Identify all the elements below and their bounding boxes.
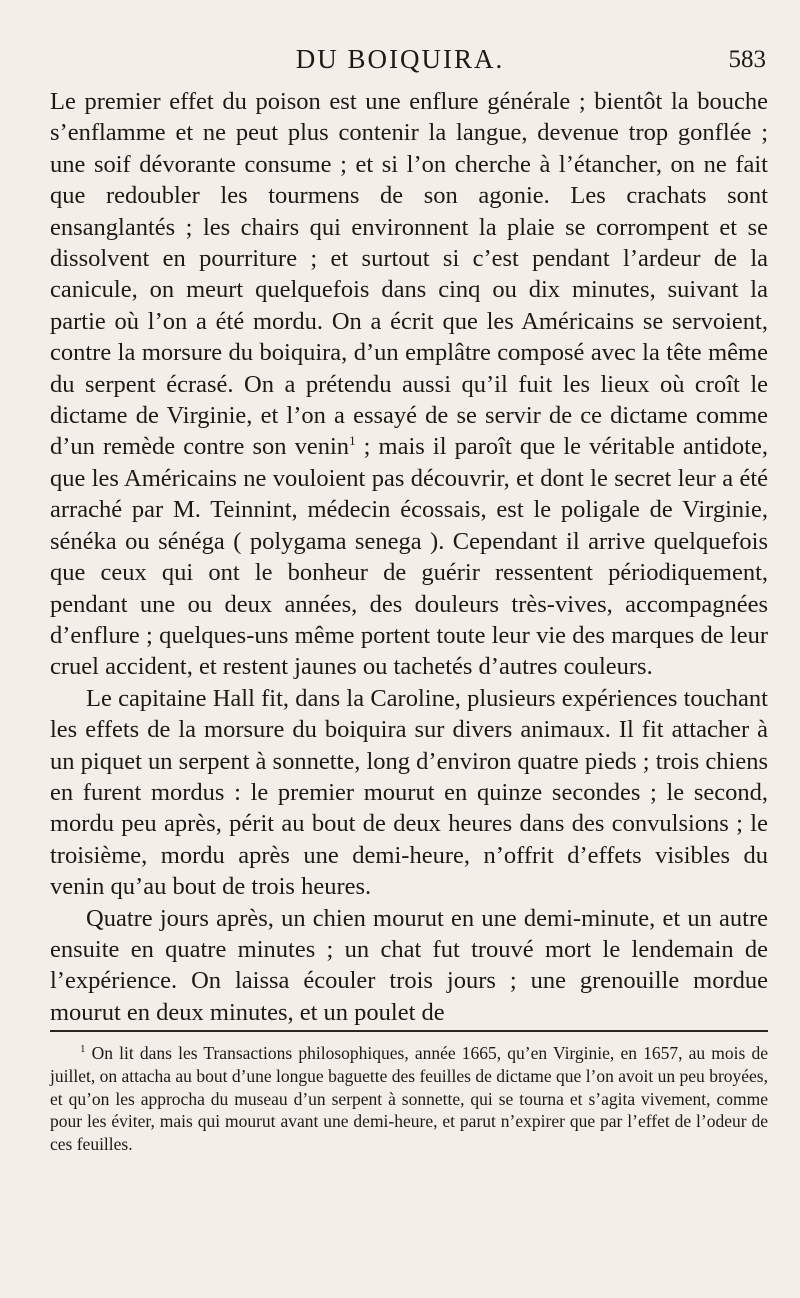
body-text xyxy=(50,86,768,1028)
page-number: 583 xyxy=(728,46,766,73)
footnote-paragraph xyxy=(50,1042,768,1156)
paragraph-1-text-a: Le premier effet du poison est une enflure générale ; bientôt la bouche s’enflamme et ne peut plus contenir la langue, devenue trop gonflée ; une soif dévorante consume ; et si l’on cherche à l’étancher, on ne fait que redoubler les tourmens de son agonie. Les crachats sont ensanglantés ; les chairs qui environnent la plaie se corrompent et se dissolvent en pourriture ; et surtout si c’est pendant l’ardeur de la canicule, on meurt quelquefois dans cinq ou dix minutes, suivant la partie où l’on a été mordu. On a écrit que les Américains se servoient, contre la morsure du boiquira, d’un emplâtre composé avec la tête même du serpent écrasé. On a prétendu aussi qu’il fuit les lieux où croît le dictame de Virginie, et l’on a essayé de se servir de ce dictame comme d’un remède contre son venin xyxy=(50,88,768,461)
footnote xyxy=(50,1042,768,1156)
footnote-text: On lit dans les Transactions philosophiques, année 1665, qu’en Virginie, en 1657, au mois de juillet, on attacha au bout d’une longue baguette des feuilles de dictame que l’on avoit un peu broyées, et qu’on les approcha du museau d’un serpent à sonnette, qui se tourna et s’agita vivement, comme pour les éviter, mais qui mourut avant une demi-heure, et parut n’expirer que par l’effet de l’odeur de ces feuilles. xyxy=(50,1043,768,1155)
footnote-divider xyxy=(50,1030,768,1032)
running-title: DU BOIQUIRA. xyxy=(295,44,505,74)
footnote-reference: 1 xyxy=(349,433,356,449)
paragraph-2: Le capitaine Hall fit, dans la Caroline, plusieurs expériences touchant les effets de la morsure du boiquira sur divers animaux. Il fit attacher à un piquet un serpent à sonnette, long d’environ quatre pieds ; trois chiens en furent mordus : le premier mourut en quinze secondes ; le second, mordu peu après, périt au bout de deux heures dans des convulsions ; le troisième, mordu après une demi-heure, n’offrit d’effets visibles du venin qu’au bout de trois heures. xyxy=(50,684,768,901)
paragraph-1-text-b: ; mais il paroît que le véritable antidote, que les Américains ne vouloient pas découvrir, et dont le secret leur a été arraché par M. Teinnint, médecin écossais, est le poligale de Virginie, sénéka ou sénéga ( polygama senega ). Cependant il arrive quelquefois que ceux qui ont le bonheur de guérir ressentent périodiquement, pendant une ou deux années, des douleurs très-vives, accompagnées d’enflure ; quelques-uns même portent toute leur vie des marques de leur cruel accident, et restent jaunes ou tachetés d’autres couleurs. xyxy=(50,433,768,681)
paragraph-3: Quatre jours après, un chien mourut en une demi-minute, et un autre ensuite en quatre minutes ; un chat fut trouvé mort le lendemain de l’expérience. On laissa écouler trois jours ; une grenouille mordue mourut en deux minutes, et un poulet de xyxy=(50,904,768,1026)
footnote-mark: 1 xyxy=(80,1043,86,1056)
paragraph-1 xyxy=(50,86,768,683)
running-head xyxy=(0,44,800,84)
